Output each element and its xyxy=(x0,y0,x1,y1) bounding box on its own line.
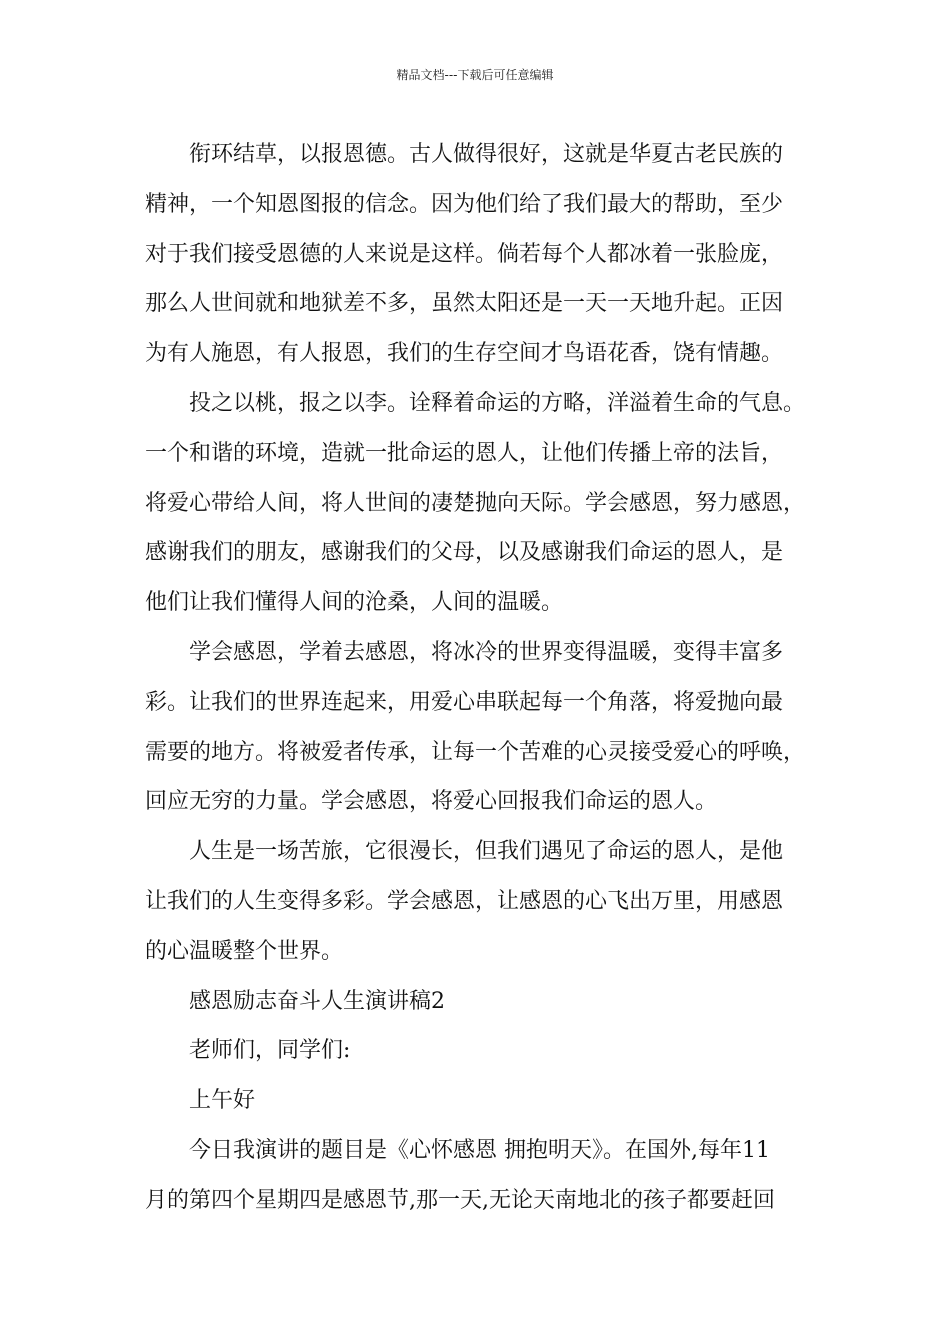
page-header: 精品文档---下载后可任意编辑 xyxy=(396,68,554,82)
text-line: 衔环结草，以报恩德。古人做得很好，这就是华夏古老民族的 xyxy=(189,142,784,167)
text-line: 老师们，同学们: xyxy=(189,1038,351,1064)
text-line: 投之以桃，报之以李。诠释着命运的方略，洋溢着生命的气息。 xyxy=(189,390,806,416)
text-line: 需要的地方。将被爱者传承，让每一个苦难的心灵接受爱心的呼唤， xyxy=(145,739,806,765)
text-line: 回应无穷的力量。学会感恩，将爱心回报我们命运的恩人。 xyxy=(145,789,718,815)
text-line: 月的第四个星期四是感恩节,那一天,无论天南地北的孩子都要赶回 xyxy=(145,1187,775,1213)
text-line: 将爱心带给人间，将人世间的凄楚抛向天际。学会感恩，努力感恩， xyxy=(145,490,806,516)
text-line: 的心温暖整个世界。 xyxy=(145,938,344,964)
text-line: 他们让我们懂得人间的沧桑，人间的温暖。 xyxy=(145,590,564,616)
text-line: 彩。让我们的世界连起来，用爱心串联起每一个角落，将爱抛向最 xyxy=(145,689,784,715)
text-line: 上午好 xyxy=(189,1088,256,1114)
text-line: 人生是一场苦旅，它很漫长，但我们遇见了命运的恩人，是他 xyxy=(189,839,784,865)
text-line: 对于我们接受恩德的人来说是这样。倘若每个人都冰着一张脸庞， xyxy=(145,241,784,267)
text-line: 一个和谐的环境，造就一批命运的恩人，让他们传播上帝的法旨， xyxy=(145,440,784,466)
document-body xyxy=(145,130,805,1226)
text-line: 感谢我们的朋友，感谢我们的父母，以及感谢我们命运的恩人，是 xyxy=(145,540,784,566)
text-line: 精神，一个知恩图报的信念。因为他们给了我们最大的帮助，至少 xyxy=(145,191,784,217)
text-line: 今日我演讲的题目是《心怀感恩 拥抱明天》。在国外,每年11 xyxy=(189,1137,770,1163)
text-line: 让我们的人生变得多彩。学会感恩，让感恩的心飞出万里，用感恩 xyxy=(145,888,784,914)
text-line: 为有人施恩，有人报恩，我们的生存空间才鸟语花香，饶有情趣。 xyxy=(145,341,784,367)
text-line: 那么人世间就和地狱差不多，虽然太阳还是一天一天地升起。正因 xyxy=(145,291,784,317)
text-line: 感恩励志奋斗人生演讲稿2 xyxy=(189,988,445,1014)
text-line: 学会感恩，学着去感恩，将冰冷的世界变得温暖，变得丰富多 xyxy=(189,639,784,665)
